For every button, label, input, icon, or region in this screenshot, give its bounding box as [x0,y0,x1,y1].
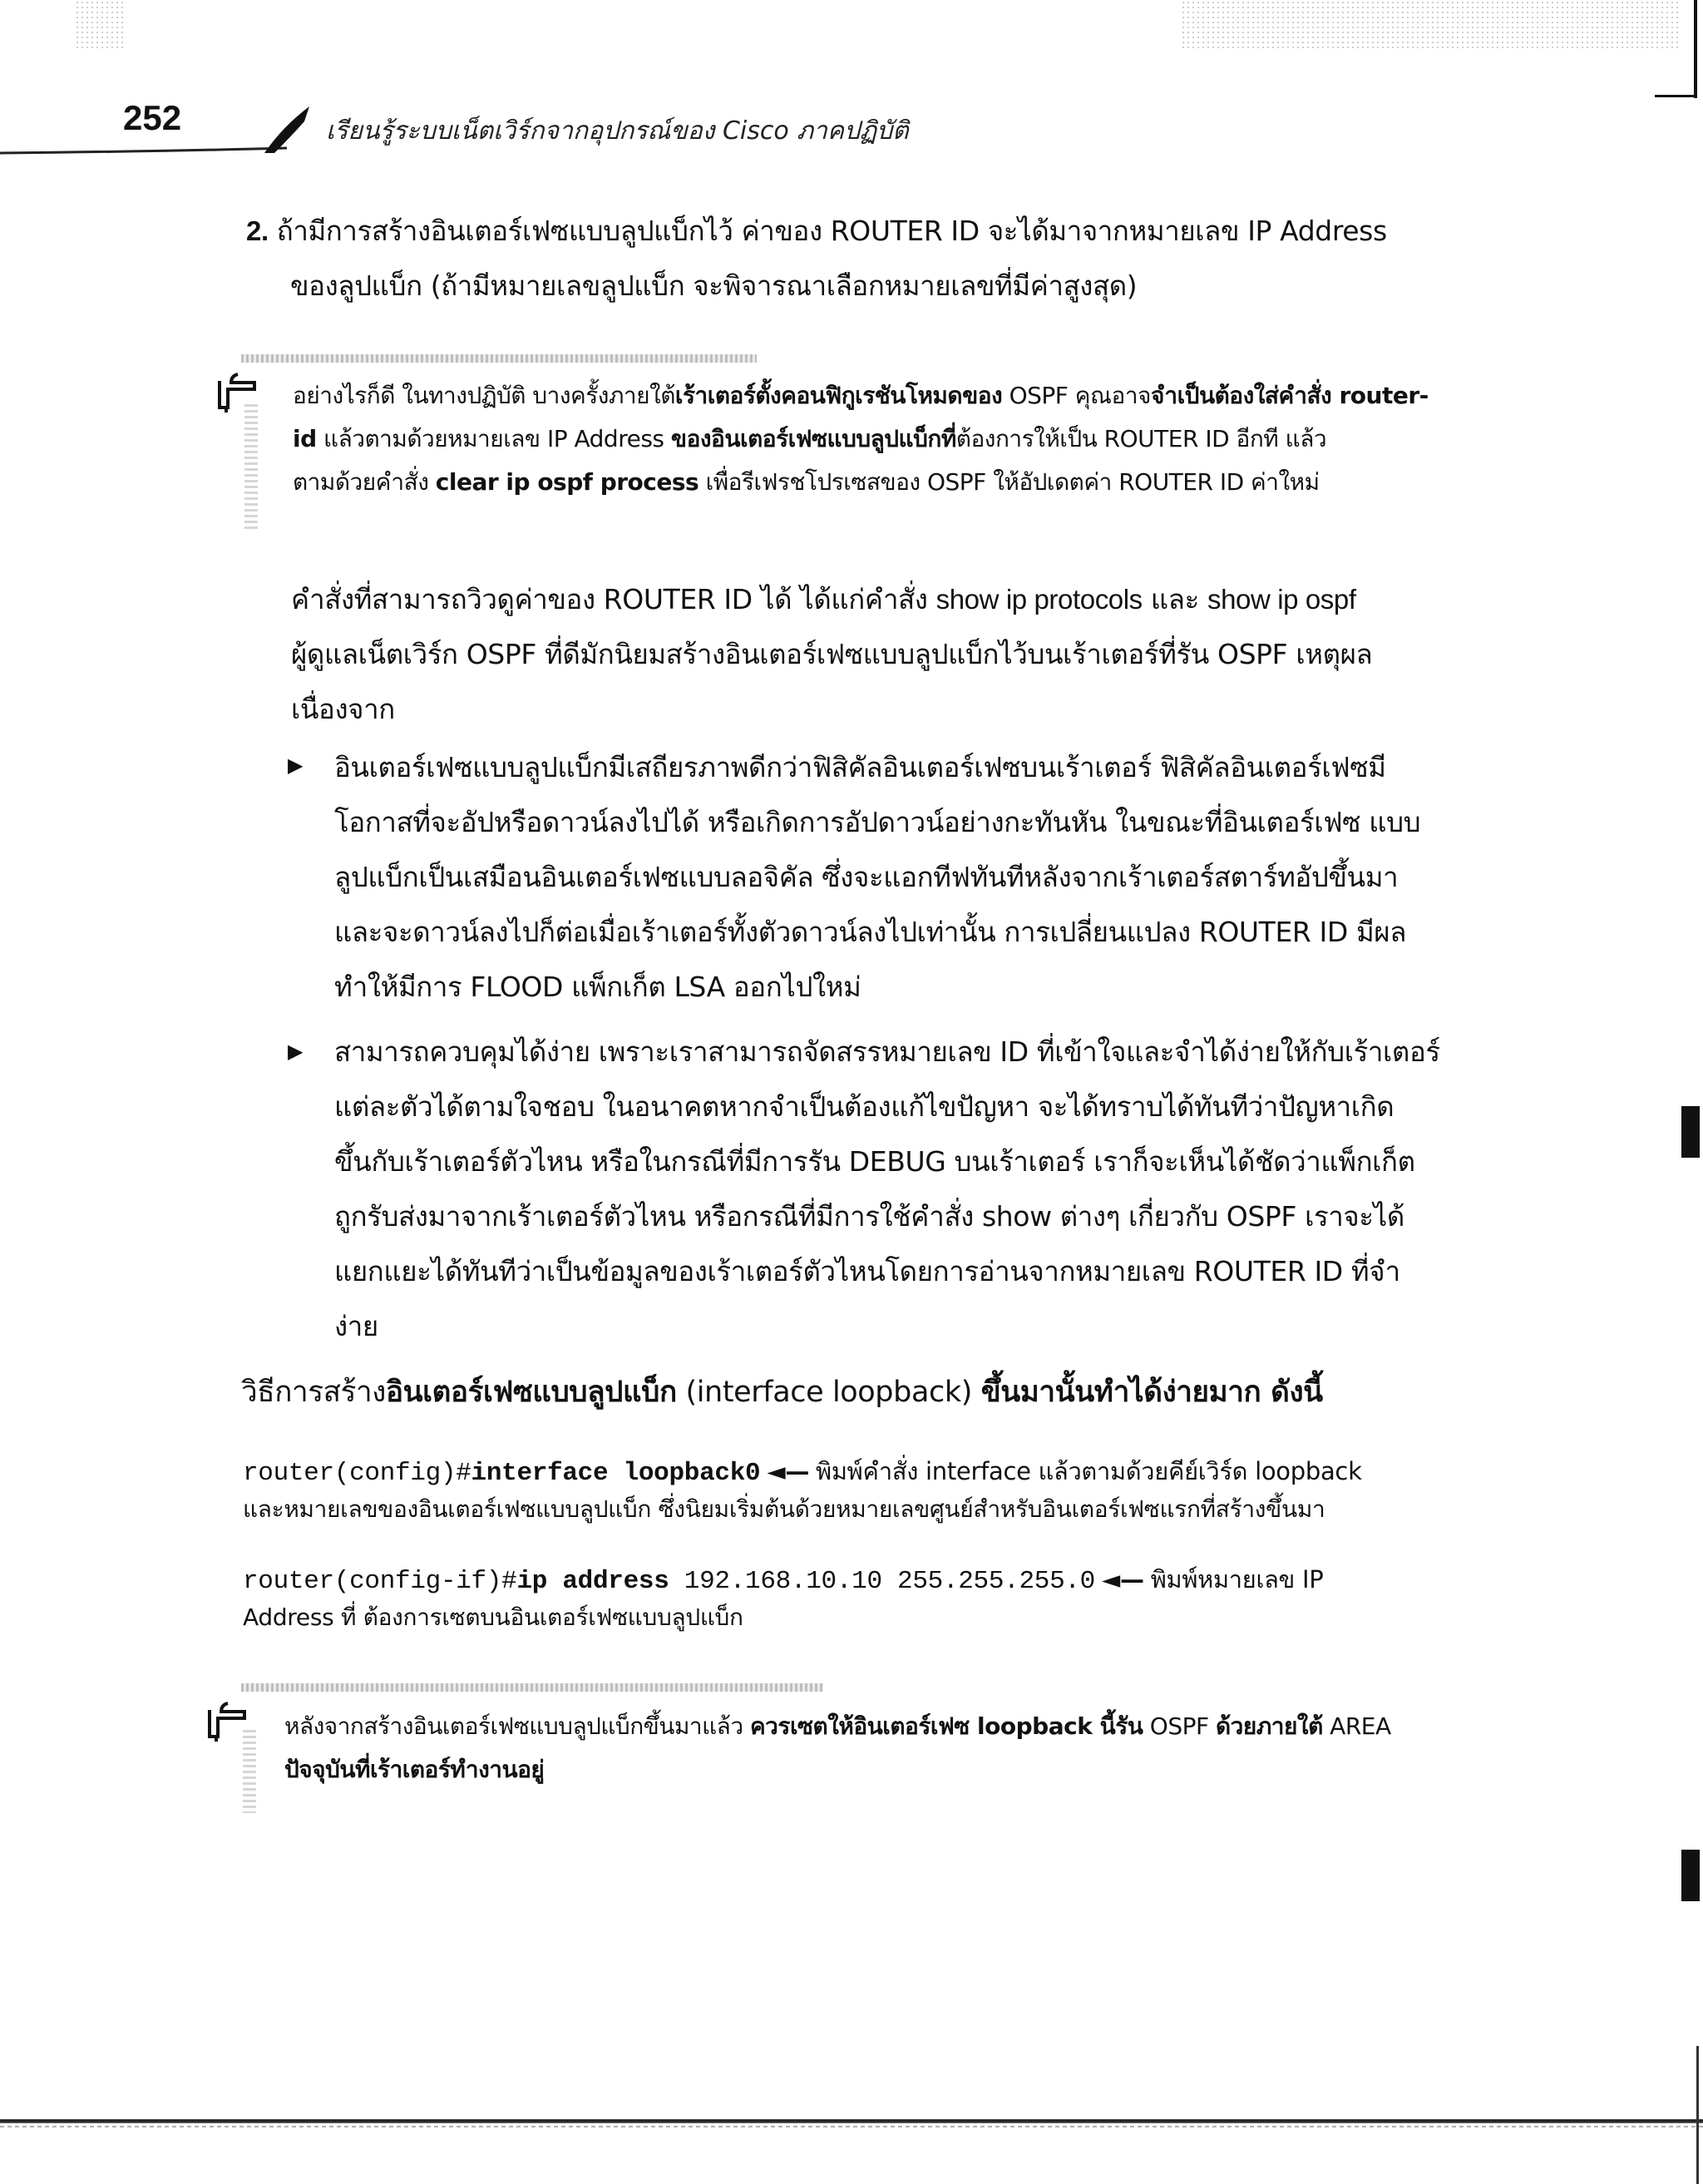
list-item-number: 2. [246,215,269,246]
bullet1-line: ลูปแบ็กเป็นเสมือนอินเตอร์เฟซแบบลอจิคัล ซึ่งจะแอกทีฟทันทีหลังจากเร้าเตอร์สตาร์ทอัปขึ้นมา [334,861,1399,893]
bullet2-line: ถูกรับส่งมาจากเร้าเตอร์ตัวไหน หรือกรณีที่มีการใช้คำสั่ง show ต่างๆ เกี่ยวกับ OSPF เราจะได้ [334,1200,1404,1233]
item2-line2: ของลูปแบ็ก (ถ้ามีหมายเลขลูปแบ็ก จะพิจารณาเลือกหมายเลขที่มีค่าสูงสุด) [290,269,1138,302]
pointing-hand-icon [215,371,264,416]
note-top-rule [241,354,757,363]
bullet2-line: สามารถควบคุมได้ง่าย เพราะเราสามารถจัดสรรหมายเลข ID ที่เข้าใจและจำได้ง่ายให้กับเร้าเตอร์ [334,1035,1440,1068]
page-number: 252 [123,98,182,137]
note2-text-1c: OSPF [1143,1712,1216,1740]
note1-text-2c: ของอินเตอร์เฟซแบบลูปแบ็กที่ [670,425,956,452]
bullet2-line: ง่าย [334,1310,378,1342]
note1-text-1b: เร้าเตอร์ตั้งคอนฟิกูเรชันโหมดของ [674,382,1003,409]
scan-edge-marker [1681,1106,1700,1158]
command-description: พิมพ์หมายเลข IP [1150,1565,1324,1594]
note-side-rule [244,404,258,529]
note1-text-1a: อย่างไรก็ดี ในทางปฏิบัติ บางครั้งภายใต้ [293,382,675,409]
bullet-item-2 [334,1025,1515,1354]
bottom-rule-dotted [0,2126,1703,2127]
command-block-1-continued: และหมายเลขของอินเตอร์เฟซแบบลูปแบ็ก ซึ่งนิยมเริ่มต้นด้วยหมายเลขศูนย์สำหรับอินเตอร์เฟซแรกที่สร้างขึ้นมา [243,1495,1325,1523]
bullet2-line: แยกแยะได้ทันทีว่าเป็นข้อมูลของเร้าเตอร์ตัวไหนโดยการอ่านจากหมายเลข ROUTER ID ที่จำ [334,1255,1400,1287]
bottom-rule [0,2119,1703,2123]
router-id-text-1a: คำสั่งที่สามารถวิวดูค่าของ ROUTER ID ได้ ได้แก่คำสั่ง [291,583,936,615]
cli-prompt: router(config-if)# [243,1567,517,1596]
bullet2-line: ขึ้นกับเร้าเตอร์ตัวไหน หรือในกรณีที่มีการรัน DEBUG บนเร้าเตอร์ เราก็จะเห็นได้ชัดว่าแพ็กเก็ต [334,1145,1415,1178]
bullet2-line: แต่ละตัวได้ตามใจชอบ ในอนาคตหากจำเป็นต้องแก้ไขปัญหา จะได้ทราบได้ทันทีว่าปัญหาเกิด [334,1090,1394,1123]
command-block-2-continued: Address ที่ ต้องการเซตบนอินเตอร์เฟซแบบลูปแบ็ก [243,1603,743,1631]
cli-command: interface loopback0 [471,1459,761,1488]
bullet1-line: และจะดาวน์ลงไปก็ต่อเมื่อเร้าเตอร์ทั้งตัวดาวน์ลงไปเท่านั้น การเปลี่ยนแปลง ROUTER ID มีผล [334,916,1407,948]
command-description: พิมพ์คำสั่ง interface แล้วตามด้วยคีย์เวิร์ด loopback [816,1457,1362,1485]
page-edge-rule-foot [1655,95,1696,97]
note-box-2 [284,1705,1515,1791]
section-heading [241,1367,1505,1417]
cli-prompt: router(config)# [243,1459,471,1488]
note2-text-1d: ด้วยภายใต้ [1216,1712,1323,1740]
heading-part-c: (interface loopback) [676,1376,981,1409]
command-show-ip-protocols: show ip protocols [935,584,1143,615]
note2-text-1e: AREA [1322,1712,1391,1740]
note1-text-3c: เพื่อรีเฟรชโปรเซสของ OSPF ให้อัปเดตค่า ROUTER ID ค่าใหม่ [698,468,1320,496]
bullet1-line: ทำให้มีการ FLOOD แพ็กเก็ต LSA ออกไปใหม่ [334,971,861,1003]
bullet1-line: อินเตอร์เฟซแบบลูปแบ็กมีเสถียรภาพดีกว่าฟิสิคัลอินเตอร์เฟซบนเร้าเตอร์ ฟิสิคัลอินเตอร์เฟซมี [334,751,1386,783]
bullet1-line: โอกาสที่จะอัปหรือดาวน์ลงไปได้ หรือเกิดการอัปดาวน์อย่างกะทันหัน ในขณะที่อินเตอร์เฟซ แบบ [334,806,1421,838]
heading-part-b: อินเตอร์เฟซแบบลูปแบ็ก [385,1376,677,1409]
note-top-rule [241,1683,823,1692]
item2-line1: ถ้ามีการสร้างอินเตอร์เฟซแบบลูปแบ็กไว้ ค่าของ ROUTER ID จะได้มาจากหมายเลข IP Address [276,215,1387,247]
cli-arguments: 192.168.10.10 255.255.255.0 [669,1567,1095,1596]
running-title: เรียนรู้ระบบเน็ตเวิร์กจากอุปกรณ์ของ Cisco ภาคปฏิบัติ [326,116,909,146]
router-id-text-3: เนื่องจาก [291,693,395,725]
bullet-item-1 [334,740,1515,1015]
note1-text-1d: จำเป็นต้องใส่คำสั่ง router- [1150,382,1429,409]
left-arrow-icon: ◄— [1102,1565,1144,1594]
note2-text-2: ปัจจุบันที่เร้าเตอร์ทำงานอยู่ [284,1756,545,1783]
router-id-text-2: ผู้ดูแลเน็ตเวิร์ก OSPF ที่ดีมักนิยมสร้างอินเตอร์เฟซแบบลูปแบ็กไว้บนเร้าเตอร์ที่รัน OSPF เหตุผล [291,638,1373,670]
bullet-arrow-icon: ▶ [288,1040,304,1063]
pointing-hand-icon [205,1700,254,1745]
note1-text-2d: ต้องการให้เป็น ROUTER ID อีกที แล้ว [955,425,1327,452]
command-block-2 [243,1560,1323,1601]
scan-noise-top-right [1181,0,1680,50]
note1-text-2a: id [293,425,317,452]
note2-text-1b: ควรเซตให้อินเตอร์เฟซ loopback นี้รัน [749,1712,1143,1740]
note1-text-2b: แล้วตามด้วยหมายเลข IP Address [316,425,671,452]
left-arrow-icon: ◄— [767,1457,810,1485]
command-block-1 [243,1452,1362,1493]
list-item-2 [246,204,1493,314]
heading-part-a: วิธีการสร้าง [241,1376,386,1409]
cli-command: ip address [516,1567,669,1596]
scan-edge-marker [1681,1850,1700,1901]
note2-text-1a: หลังจากสร้างอินเตอร์เฟซแบบลูปแบ็กขึ้นมาแล้ว [284,1712,750,1740]
note-box-1 [293,374,1523,504]
note1-text-1c: OSPF คุณอาจ [1002,382,1151,409]
command-show-ip-ospf: show ip ospf [1207,584,1356,615]
router-id-text-1c: และ [1142,583,1207,615]
note1-text-3a: ตามด้วยคำสั่ง [293,468,436,496]
paragraph-router-id [291,572,1497,737]
scan-noise-top-left [75,0,125,50]
bullet-arrow-icon: ▶ [288,754,304,777]
page-edge-line [1696,2046,1699,2184]
page-edge-rule [1694,0,1697,98]
heading-part-d: ขึ้นมานั้นทำได้ง่ายมาก ดังนี้ [980,1376,1323,1409]
note1-command-clear: clear ip ospf process [435,468,699,496]
